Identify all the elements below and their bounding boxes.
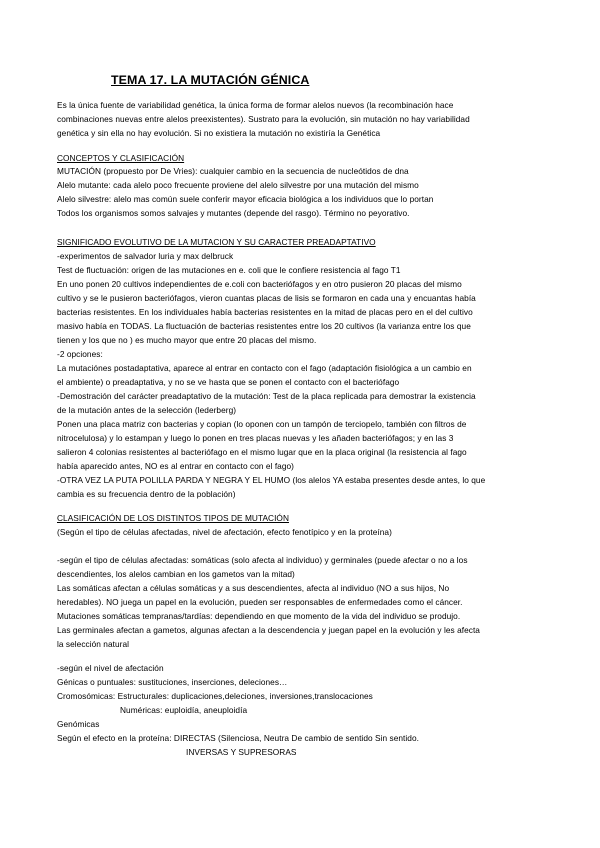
text-line: heredables). NO juega un papel en la evolución, pueden ser responsables de enfermedades como el cáncer.	[57, 597, 463, 607]
text-line: -OTRA VEZ LA PUTA POLILLA PARDA Y NEGRA Y EL HUMO (los alelos YA estaba presentes desde antes, lo que	[57, 475, 486, 485]
text-line: -2 opciones:	[57, 349, 103, 359]
text-line: Génicas o puntuales: sustituciones, inserciones, deleciones…	[57, 677, 288, 687]
text-line: cultivo y se le pusieron bacteriófagos, vieron cuantas placas de lisis se formaron en cada una y encuantas había	[57, 293, 476, 303]
document-title: TEMA 17. LA MUTACIÓN GÉNICA	[111, 73, 310, 87]
section-heading-conceptos: CONCEPTOS Y CLASIFICACIÓN	[57, 153, 185, 163]
text-line: Todos los organismos somos salvajes y mutantes (depende del rasgo). Término no peyorativo.	[57, 208, 410, 218]
text-line: masivo había en TODAS. La fluctuación de bacterias resistentes entre los 20 cultivos (la varianza entre los que	[57, 321, 471, 331]
text-line: -Demostración del carácter preadaptativo de la mutación: Test de la placa replicada para demostrar la existencia	[57, 391, 476, 401]
text-line: Genómicas	[57, 719, 100, 729]
text-line: bacterias resistentes. En los individuales había bacterias resistentes en la mitad de placas pero en el del cultivo	[57, 307, 473, 317]
text-line: Mutaciones somáticas tempranas/tardías: dependiendo en que momento de la vida del individuo se produjo.	[57, 611, 461, 621]
section-heading-significado: SIGNIFICADO EVOLUTIVO DE LA MUTACION Y SU CARACTER PREADAPTATIVO	[57, 237, 376, 247]
text-line: En uno ponen 20 cultivos independientes de e.coli con bacteriófagos y en otro pusieron 20 placas del mismo	[57, 279, 462, 289]
text-line: Test de fluctuación: origen de las mutaciones en e. coli que le confiere resistencia al fago T1	[57, 265, 401, 275]
intro-line-3: genética y sin ella no hay evolución. Si no existiera la mutación no existiría la Genética	[57, 128, 381, 138]
text-line: cambia es su frecuencia dentro de la población)	[57, 489, 236, 499]
text-line: -según el nivel de afectación	[57, 663, 164, 673]
text-line: Alelo mutante: cada alelo poco frecuente proviene del alelo silvestre por una mutación del mismo	[57, 180, 419, 190]
intro-line-2: combinaciones nuevas entre alelos preexistentes). Sustrato para la evolución, sin mutación no hay variabilidad	[57, 114, 470, 124]
text-line: Las germinales afectan a gametos, algunas afectan a la descendencia y juegan papel en la evolución y les afecta	[57, 625, 480, 635]
text-line: Según el efecto en la proteína: DIRECTAS (Silenciosa, Neutra De cambio de sentido Sin sentido.	[57, 733, 419, 743]
text-line: Las somáticas afectan a células somáticas y a sus descendientes, afecta al individuo (NO a sus hijos, No	[57, 583, 450, 593]
text-line: salieron 4 colonias resistentes al bacteriófago en el mismo lugar que en la placa original (la resistencia al fago	[57, 447, 467, 457]
text-line: la selección natural	[57, 639, 130, 649]
text-line: tienen y los que no ) es mucho mayor que entre 20 placas del mismo.	[57, 335, 317, 345]
text-line: el ambiente) o preadaptativa, y no se ve hasta que se ponen el contacto con el bacteriófago	[57, 377, 400, 387]
text-line: Numéricas: euploidía, aneuploidía	[120, 705, 248, 715]
text-line: había aparecido antes, NO es al entrar en contacto con el fago)	[57, 461, 294, 471]
text-line: Ponen una placa matriz con bacterias y copian (lo oponen con un tampón de terciopelo, también con filtros de	[57, 419, 467, 429]
text-line: Alelo silvestre: alelo mas común suele conferir mayor eficacia biológica a los individuos que lo portan	[57, 194, 434, 204]
intro-line-1: Es la única fuente de variabilidad genética, la única forma de formar alelos nuevos (la recombinación hace	[57, 100, 454, 110]
text-line: -según el tipo de células afectadas: somáticas (solo afecta al individuo) y germinales (puede afectar o no a los	[57, 555, 468, 565]
section-heading-clasificacion: CLASIFICACIÓN DE LOS DISTINTOS TIPOS DE MUTACIÓN	[57, 513, 289, 523]
text-line: de la mutación antes de la selección (lederberg)	[57, 405, 237, 415]
text-line: (Según el tipo de células afectadas, nivel de afectación, efecto fenotípico y en la proteína)	[57, 527, 392, 537]
text-line: nitrocelulosa) y lo estampan y luego lo ponen en tres placas nuevas y les añaden bacteriófagos; y en las 3	[57, 433, 454, 443]
text-line: descendientes, los alelos cambian en los gametos van la mitad)	[57, 569, 295, 579]
text-line: Cromosómicas: Estructurales: duplicaciones,deleciones, inversiones,translocaciones	[57, 691, 373, 701]
text-line: INVERSAS Y SUPRESORAS	[186, 747, 297, 757]
text-line: MUTACIÓN (propuesto por De Vries): cualquier cambio en la secuencia de nucleótidos de dna	[57, 166, 409, 176]
text-line: La mutaciónes postadaptativa, aparece al entrar en contacto con el fago (adaptación fisiológica a un cambio en	[57, 363, 472, 373]
text-line: -experimentos de salvador luria y max delbruck	[57, 251, 234, 261]
